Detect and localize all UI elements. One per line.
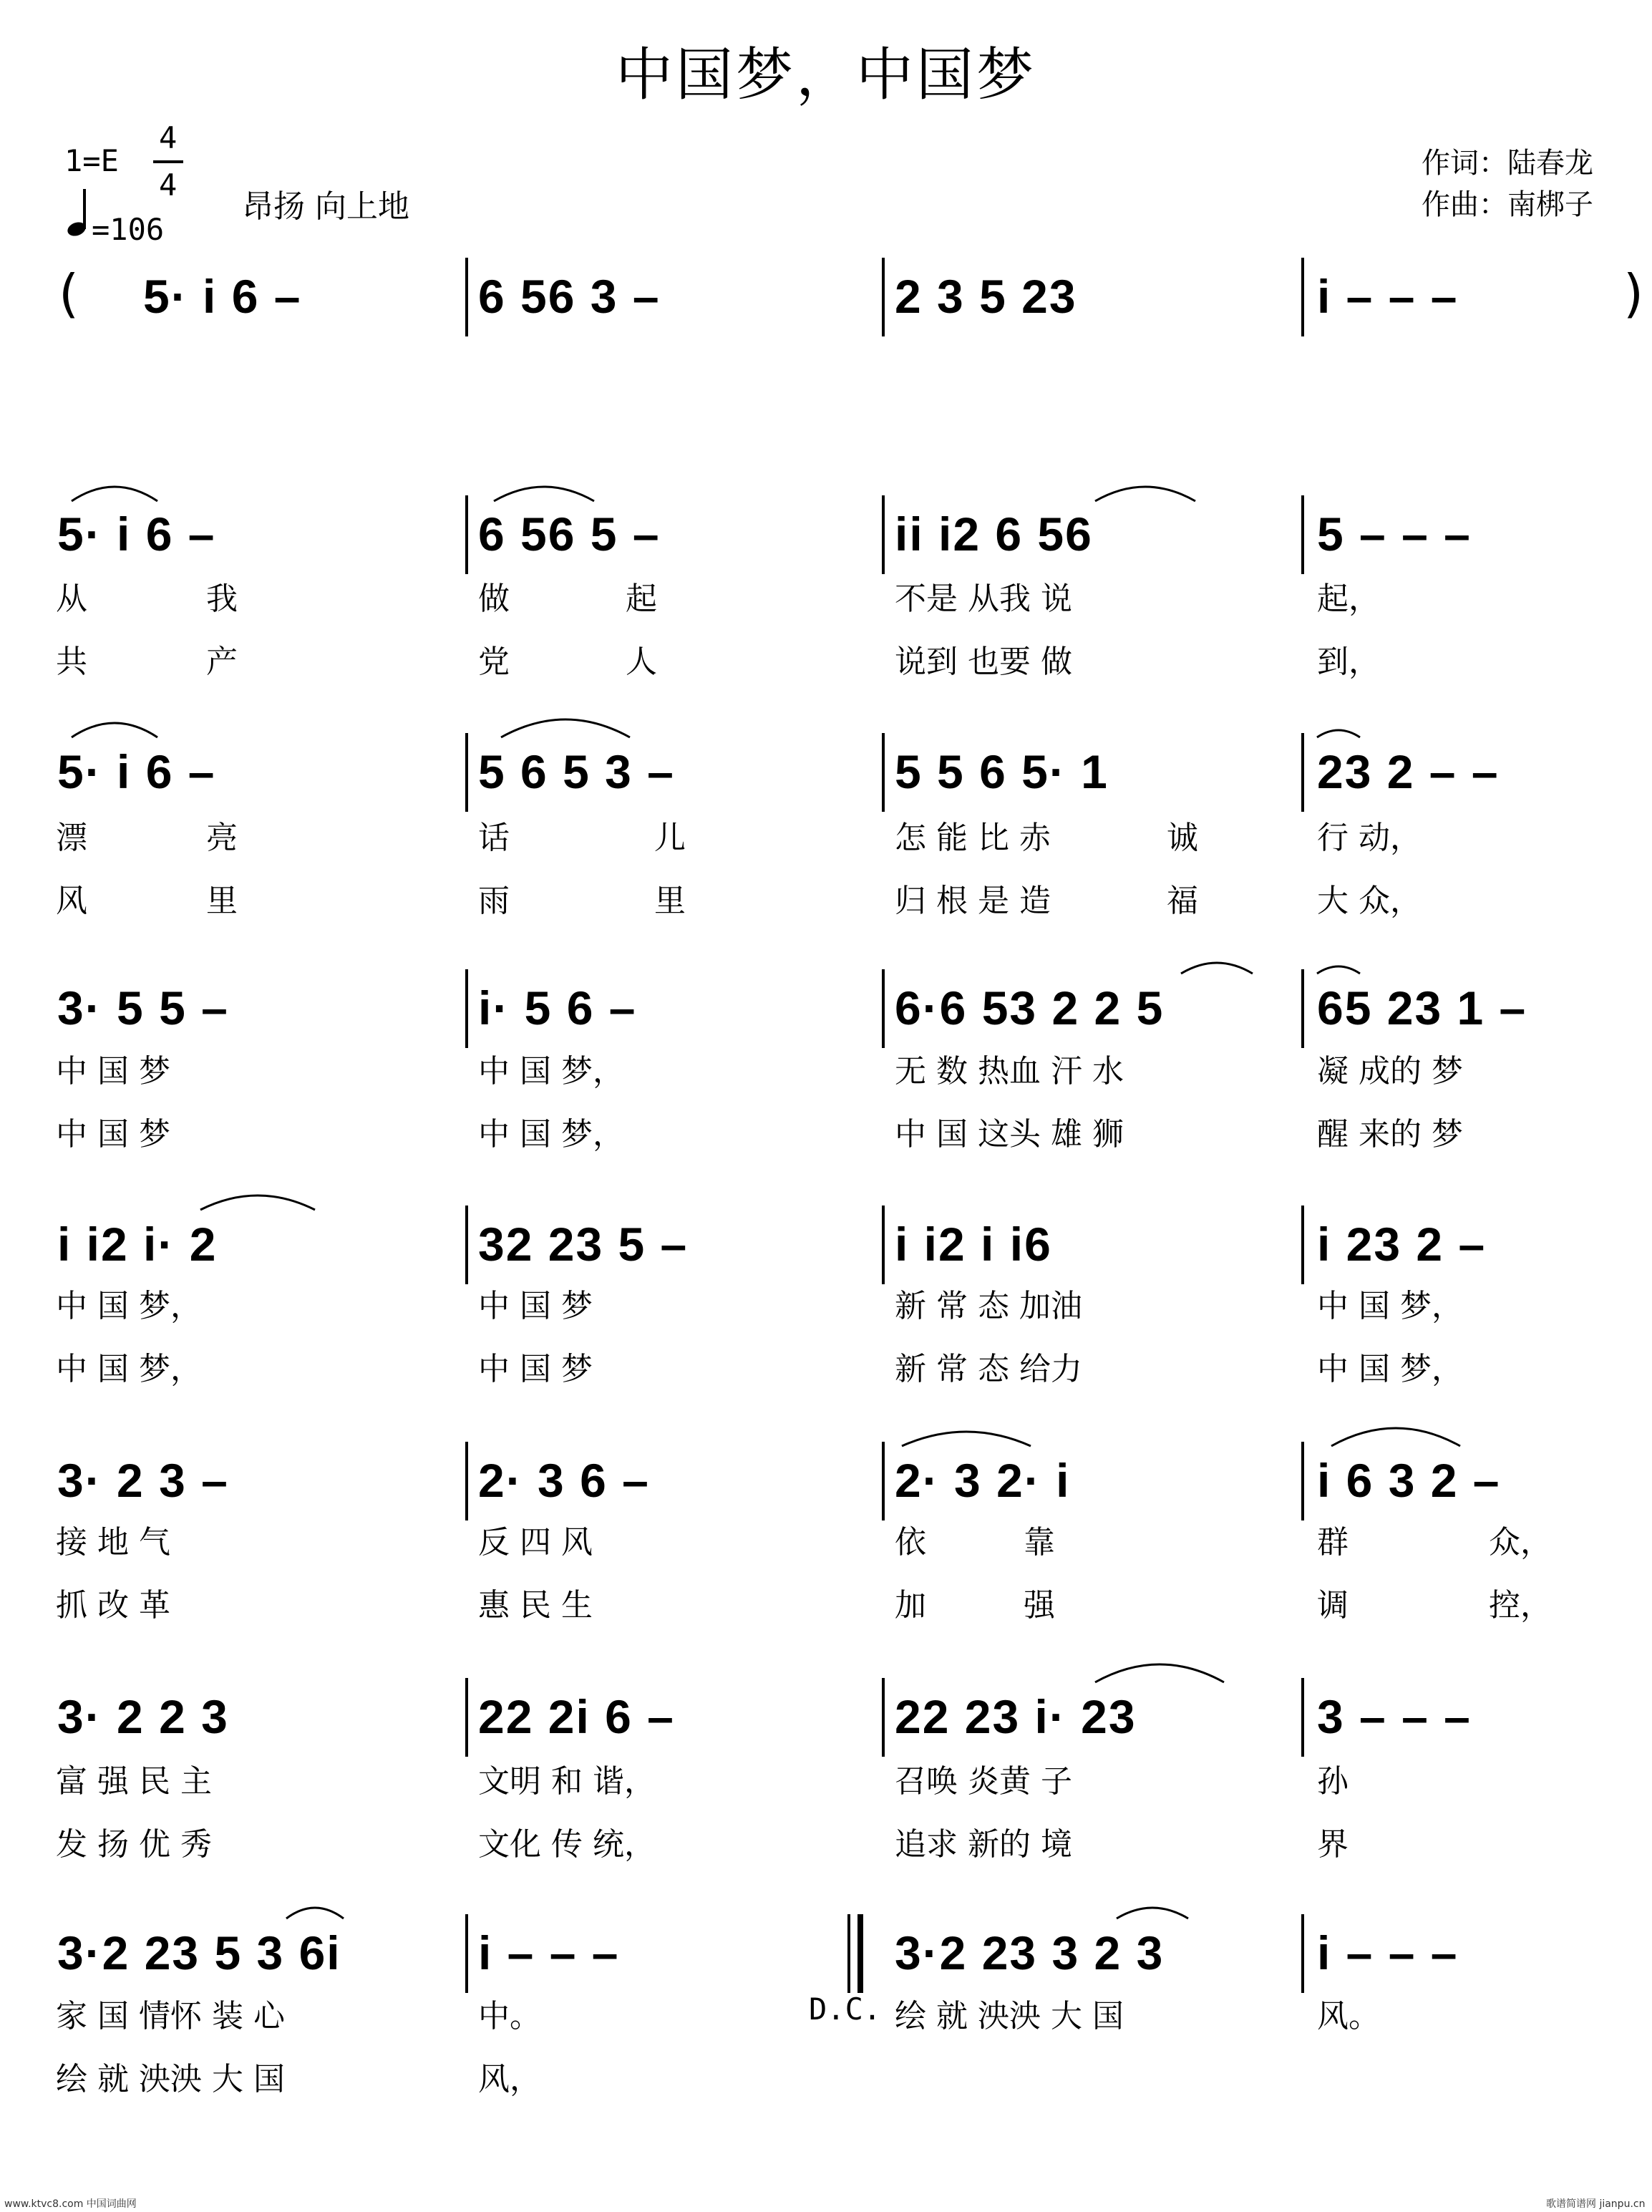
lyric: 中 国 梦， <box>56 1288 202 1324</box>
lyric: 里 <box>206 883 238 919</box>
lyric: 无 数 热血 汗 水 <box>895 1053 1124 1090</box>
row6-measure-2: 22 2i 6 – <box>478 1690 675 1743</box>
lyric: 绘 就 泱泱 大 国 <box>56 2061 285 2097</box>
lyric: 群 <box>1317 1524 1349 1561</box>
song-title: 中国梦，中国梦 <box>616 42 1036 108</box>
lyric: 福 <box>1167 883 1198 919</box>
lyric: 里 <box>654 883 686 919</box>
row4-measure-2: 32 23 5 – <box>478 1218 689 1271</box>
lyric: 追求 新的 境 <box>895 1826 1072 1863</box>
lyric: 富 强 民 主 <box>56 1763 212 1800</box>
lyric: 说到 也要 做 <box>895 644 1072 680</box>
row2-measure-2: 5 6 5 3 – <box>478 745 675 798</box>
slur-arc <box>1095 1664 1224 1682</box>
lyric: 凝 成的 梦 <box>1317 1053 1463 1090</box>
key-signature: 1=E <box>64 143 119 178</box>
lyric: 产 <box>206 644 238 680</box>
lyric: 起， <box>1317 581 1380 617</box>
lyricist-credit: 作词：陆春龙 <box>1422 147 1593 180</box>
lyric: 众， <box>1489 1524 1552 1561</box>
lyric: 共 <box>56 644 87 680</box>
slur-arc <box>1331 1428 1460 1446</box>
lyric: 大 众， <box>1317 883 1422 919</box>
lyric: 亮 <box>206 820 238 856</box>
slur-arc <box>1317 966 1360 974</box>
lyric: 中 国 梦 <box>56 1053 170 1090</box>
slur-arc <box>200 1195 315 1210</box>
expression-marking: 昂扬 向上地 <box>242 188 409 225</box>
lyric: 抓 改 革 <box>56 1587 170 1624</box>
intro-measure-1: 5· i 6 – <box>143 270 302 323</box>
slur-arc <box>902 1432 1031 1446</box>
footer-left-watermark: www.ktvc8.com 中国词曲网 <box>4 2198 137 2210</box>
lyric: 界 <box>1317 1826 1349 1863</box>
intro-measure-2: 6 56 3 – <box>478 270 661 323</box>
lyric: 做 <box>478 581 510 617</box>
lyric: 家 国 情怀 装 心 <box>56 1998 285 2034</box>
lyric: 怎 能 比 赤 <box>895 820 1051 856</box>
time-signature-bottom: 4 <box>159 168 178 203</box>
lyric: 调 <box>1317 1587 1349 1624</box>
row1-measure-2: 6 56 5 – <box>478 508 661 561</box>
lyric: 话 <box>478 820 510 856</box>
row2-measure-1: 5· i 6 – <box>57 745 216 798</box>
lyric: 发 扬 优 秀 <box>56 1826 212 1863</box>
slur-arc <box>72 723 157 737</box>
row3-measure-4: 65 23 1 – <box>1317 981 1527 1034</box>
lyric: 中 国 梦， <box>1317 1288 1463 1324</box>
lyric: 风。 <box>1317 1998 1380 2034</box>
lyric: 新 常 态 给力 <box>895 1351 1082 1387</box>
intro-measure-3: 2 3 5 23 <box>895 270 1077 323</box>
row4-measure-1: i i2 i· 2 <box>57 1218 218 1271</box>
lyric: 起 <box>626 581 657 617</box>
slur-arc <box>1117 1908 1188 1918</box>
row7-measure-2: i – – – <box>478 1926 620 1979</box>
lyric: 控， <box>1489 1587 1552 1624</box>
lyric: 雨 <box>478 883 510 919</box>
intro-open-paren: ( <box>59 263 79 324</box>
slur-arc <box>1317 730 1360 737</box>
lyric: 惠 民 生 <box>478 1587 593 1624</box>
da-capo-marking: D.C. <box>809 1992 882 2027</box>
row2-measure-4: 23 2 – – <box>1317 745 1500 798</box>
lyric: 中 国 梦， <box>56 1351 202 1387</box>
lyric: 召唤 炎黄 子 <box>895 1763 1072 1800</box>
row4-measure-4: i 23 2 – <box>1317 1218 1487 1271</box>
row5-measure-1: 3· 2 3 – <box>57 1454 229 1507</box>
lyric: 中 国 这头 雄 狮 <box>895 1116 1124 1153</box>
lyric: 中 国 梦 <box>478 1288 593 1324</box>
row7-measure-4: i – – – <box>1317 1926 1459 1979</box>
slur-arc <box>1181 963 1253 974</box>
intro-measure-4: i – – – <box>1317 270 1459 323</box>
lyric: 中 国 梦， <box>1317 1351 1463 1387</box>
row3-measure-2: i· 5 6 – <box>478 981 637 1034</box>
row6-measure-4: 3 – – – <box>1317 1690 1472 1743</box>
lyric: 中 国 梦， <box>478 1053 624 1090</box>
tempo-marking: =106 <box>92 212 165 247</box>
slur-arc <box>286 1908 344 1918</box>
lyric: 漂 <box>56 820 87 856</box>
intro-close-paren: ) <box>1623 263 1644 324</box>
composer-credit: 作曲：南梆子 <box>1422 188 1593 221</box>
slur-arc <box>72 487 157 501</box>
lyric: 绘 就 泱泱 大 国 <box>895 1998 1124 2034</box>
lyric: 中 国 梦 <box>478 1351 593 1387</box>
row1-measure-1: 5· i 6 – <box>57 508 216 561</box>
lyric: 加 <box>895 1587 926 1624</box>
lyric: 从 <box>56 581 87 617</box>
lyric: 中 国 梦， <box>478 1116 624 1153</box>
slur-arc <box>501 719 630 737</box>
row2-measure-3: 5 5 6 5· 1 <box>895 745 1109 798</box>
lyric: 靠 <box>1024 1524 1055 1561</box>
lyric: 中 国 梦 <box>56 1116 170 1153</box>
lyric: 到， <box>1317 644 1380 680</box>
row7-measure-1: 3·2 23 5 3 6i <box>57 1926 341 1979</box>
row7-measure-3: 3·2 23 3 2 3 <box>895 1926 1165 1979</box>
slur-arc <box>494 487 594 501</box>
row5-measure-3: 2· 3 2· i <box>895 1454 1071 1507</box>
lyric: 人 <box>626 644 657 680</box>
footer-right-watermark: 歌谱简谱网 jianpu.cn <box>1546 2198 1646 2210</box>
lyric: 风， <box>478 2061 541 2097</box>
lyric: 党 <box>478 644 510 680</box>
lyric: 醒 来的 梦 <box>1317 1116 1463 1153</box>
row5-measure-2: 2· 3 6 – <box>478 1454 650 1507</box>
lyric: 文明 和 谐， <box>478 1763 656 1800</box>
lyric: 文化 传 统， <box>478 1826 656 1863</box>
row6-measure-1: 3· 2 2 3 <box>57 1690 229 1743</box>
lyric: 风 <box>56 883 87 919</box>
time-signature-top: 4 <box>159 120 178 155</box>
row5-measure-4: i 6 3 2 – <box>1317 1454 1501 1507</box>
lyric: 我 <box>206 581 238 617</box>
lyric: 孙 <box>1317 1763 1349 1800</box>
lyric: 归 根 是 造 <box>895 883 1051 919</box>
row3-measure-1: 3· 5 5 – <box>57 981 229 1034</box>
lyric: 新 常 态 加油 <box>895 1288 1082 1324</box>
row3-measure-3: 6·6 53 2 2 5 <box>895 981 1165 1034</box>
row6-measure-3: 22 23 i· 23 <box>895 1690 1137 1743</box>
row1-measure-3: ii i2 6 56 <box>895 508 1093 561</box>
lyric: 不是 从我 说 <box>895 581 1072 617</box>
lyric: 依 <box>895 1524 926 1561</box>
lyric: 诚 <box>1167 820 1198 856</box>
row4-measure-3: i i2 i i6 <box>895 1218 1052 1271</box>
lyric: 中。 <box>478 1998 541 2034</box>
slur-arc <box>1095 487 1195 501</box>
lyric: 接 地 气 <box>56 1524 170 1561</box>
lyric: 儿 <box>654 820 686 856</box>
lyric: 强 <box>1024 1587 1055 1624</box>
row1-measure-4: 5 – – – <box>1317 508 1472 561</box>
lyric: 行 动， <box>1317 820 1422 856</box>
lyric: 反 四 风 <box>478 1524 593 1561</box>
